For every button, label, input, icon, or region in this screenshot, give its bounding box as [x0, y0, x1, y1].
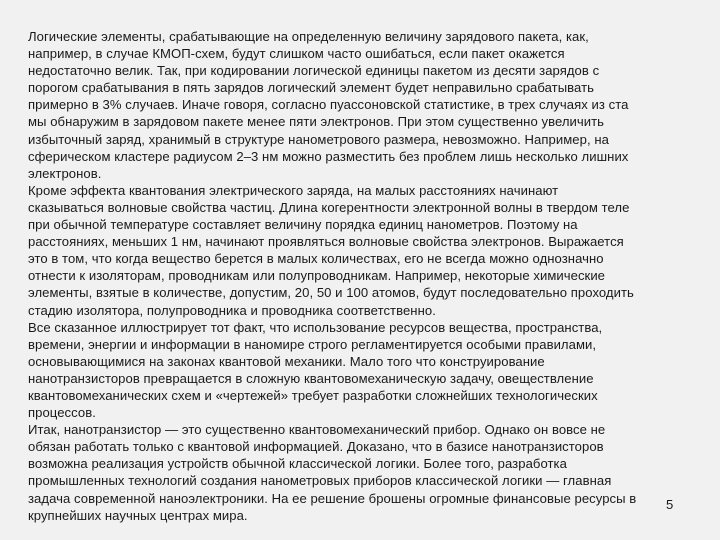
text-line: стадию изолятора, полупроводника и проводника соответственно.	[28, 302, 436, 318]
text-line: Кроме эффекта квантования электрического заряда, на малых расстояниях начинают	[28, 182, 559, 198]
text-line: расстояниях, меньших 1 нм, начинают проявляться волновые свойства электронов. Выражается	[28, 234, 624, 250]
text-line: например, в случае КМОП-схем, будут слишком часто ошибаться, если пакет окажется	[28, 46, 565, 62]
text-line: мы обнаружим в зарядовом пакете менее пяти электронов. При этом существенно увеличить	[28, 114, 605, 130]
text-line: отнести к изоляторам, проводникам или полупроводникам. Например, некоторые химические	[28, 268, 606, 284]
text-line: нанотранзисторов превращается в сложную квантовомеханическую задачу, овеществление	[28, 370, 594, 386]
text-line: электронов.	[28, 165, 102, 181]
text-line: возможна реализация устройств обычной классической логики. Более того, разработка	[28, 456, 567, 472]
text-line: сказываться волновые свойства частиц. Длина когерентности электронной волны в твердом теле	[28, 199, 630, 215]
text-line: квантовомеханических схем и «чертежей» требует разработки сложнейших технологических	[28, 387, 598, 403]
text-line: Логические элементы, срабатывающие на определенную величину зарядового пакета, как,	[28, 29, 589, 44]
text-line: это в том, что когда вещество берется в малых количествах, его не всегда можно однозначно	[28, 251, 604, 267]
text-line: времени, энергии и информации в наномире строго регламентируется особыми правилами,	[28, 336, 597, 352]
document-body	[28, 28, 682, 524]
text-line: сферическом кластере радиусом 2–3 нм можно разместить без проблем лишь несколько лишних	[28, 148, 629, 164]
text-line: порогом срабатывания в пять зарядов логический элемент будет неправильно срабатывать	[28, 80, 594, 96]
text-line: промышленных технологий создания нанометровых приборов классической логики — главная	[28, 473, 612, 489]
page-number: 5	[666, 497, 674, 512]
text-line: избыточный заряд, хранимый в структуре нанометрового размера, невозможно. Например, на	[28, 131, 609, 147]
text-line: задача современной наноэлектроники. На ее решение брошены огромные финансовые ресурсы в	[28, 490, 637, 506]
text-line: обязан работать только с квантовой информацией. Доказано, что в базисе нанотранзисторов	[28, 439, 604, 455]
text-line: Итак, нанотранзистор — это существенно квантовомеханический прибор. Однако он вовсе не	[28, 422, 606, 438]
text-line: основывающимися на законах квантовой механики. Мало того что конструирование	[28, 353, 545, 369]
text-line: крупнейших научных центрах мира.	[28, 507, 248, 523]
text-line: процессов.	[28, 405, 96, 421]
text-line: при обычной температуре составляет величину порядка единиц нанометров. Поэтому на	[28, 217, 578, 233]
text-line: элементы, взятые в количестве, допустим, 20, 50 и 100 атомов, будут последовательно проходить	[28, 285, 634, 301]
text-line: примерно в 3% случаев. Иначе говоря, согласно пуассоновской статистике, в трех случаях из ста	[28, 97, 629, 113]
text-line: недостаточно велик. Так, при кодировании логической единицы пакетом из десяти зарядов с	[28, 63, 600, 79]
text-line: Все сказанное иллюстрирует тот факт, что использование ресурсов вещества, пространства,	[28, 319, 603, 335]
